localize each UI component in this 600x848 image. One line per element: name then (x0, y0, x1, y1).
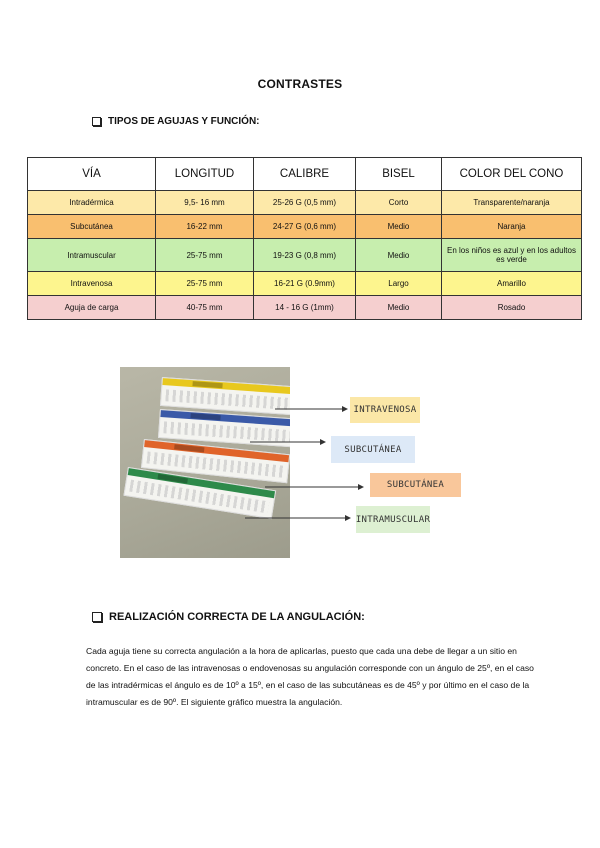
cell-calibre: 19-23 G (0,8 mm) (254, 239, 356, 272)
cell-via: Subcutánea (28, 215, 156, 239)
cell-calibre: 14 - 16 G (1mm) (254, 296, 356, 320)
cell-longitud: 40-75 mm (156, 296, 254, 320)
figure-label: SUBCUTÁNEA (370, 473, 461, 497)
header-via: VÍA (28, 158, 156, 191)
cell-bisel: Corto (356, 191, 442, 215)
cell-via: Aguja de carga (28, 296, 156, 320)
angulation-paragraph: Cada aguja tiene su correcta angulación a la hora de aplicarlas, puesto que cada una debe de llegar a un sitio en concreto. En el caso de las intravenosas o endovenosas su angulación corresponde con un ángulo de 25º, en el caso de las intradérmicas el ángulo es de 10º a 15º, en el caso de las subcutáneas es de 45º y por último en el caso de la intramuscular es de 90º. El siguiente gráfico muestra la angulación. (86, 646, 534, 707)
section-heading-angulation (92, 611, 365, 623)
cell-via: Intramuscular (28, 239, 156, 272)
cell-color-cono: En los niños es azul y en los adultos es verde (442, 239, 582, 272)
cell-calibre: 16-21 G (0.9mm) (254, 272, 356, 296)
cell-longitud: 9,5- 16 mm (156, 191, 254, 215)
cell-longitud: 16-22 mm (156, 215, 254, 239)
figure-label: INTRAMUSCULAR (356, 506, 430, 533)
cell-color-cono: Naranja (442, 215, 582, 239)
figure-label: SUBCUTÁNEA (331, 436, 415, 463)
cell-longitud: 25-75 mm (156, 272, 254, 296)
header-calibre: CALIBRE (254, 158, 356, 191)
section-heading-label: TIPOS DE AGUJAS Y FUNCIÓN: (108, 116, 260, 127)
header-longitud: LONGITUD (156, 158, 254, 191)
section-heading-label: REALIZACIÓN CORRECTA DE LA ANGULACIÓN: (109, 611, 365, 623)
cell-calibre: 25-26 G (0,5 mm) (254, 191, 356, 215)
cell-bisel: Largo (356, 272, 442, 296)
header-color-cono: COLOR DEL CONO (442, 158, 582, 191)
checkbox-bullet-icon (92, 612, 102, 622)
header-bisel: BISEL (356, 158, 442, 191)
cell-color-cono: Transparente/naranja (442, 191, 582, 215)
cell-via: Intravenosa (28, 272, 156, 296)
cell-color-cono: Amarillo (442, 272, 582, 296)
cell-bisel: Medio (356, 215, 442, 239)
cell-calibre: 24-27 G (0,6 mm) (254, 215, 356, 239)
cell-bisel: Medio (356, 239, 442, 272)
cell-longitud: 25-75 mm (156, 239, 254, 272)
figure-label: INTRAVENOSA (350, 397, 420, 423)
cell-via: Intradérmica (28, 191, 156, 215)
cell-bisel: Medio (356, 296, 442, 320)
cell-color-cono: Rosado (442, 296, 582, 320)
page-title: CONTRASTES (257, 77, 343, 91)
